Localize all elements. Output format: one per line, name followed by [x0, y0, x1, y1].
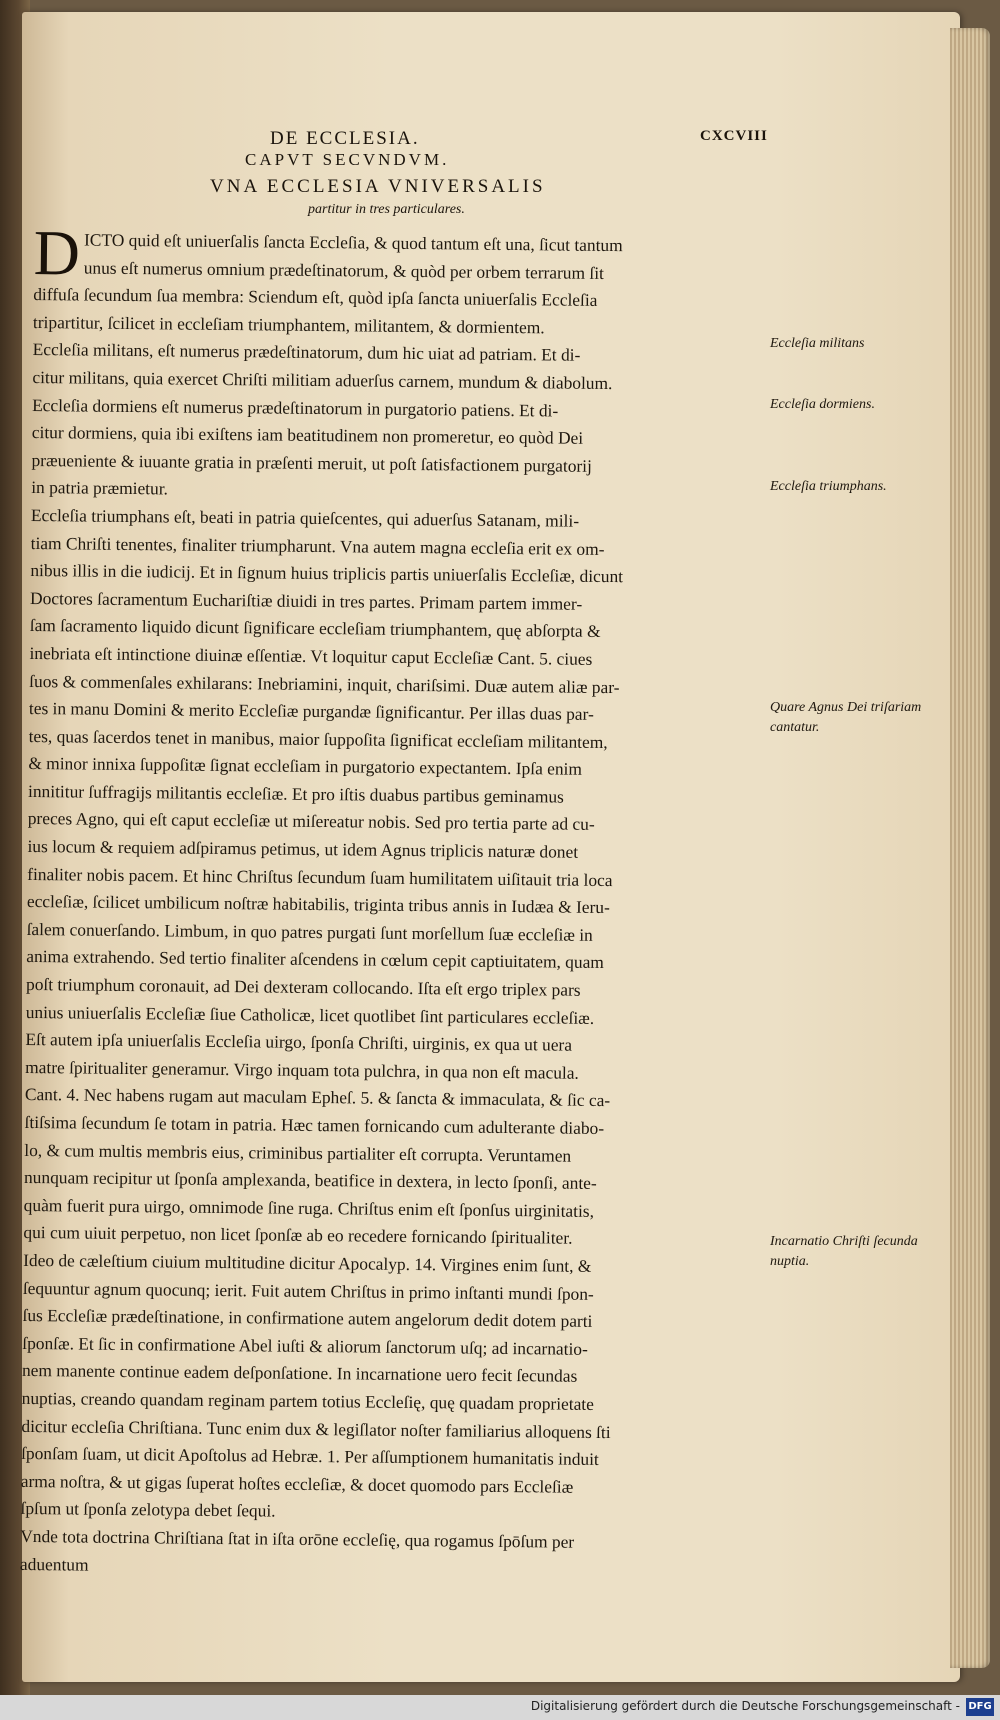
text-line: preces Agno, qui eſt caput eccleſiæ ut miſereatur nobis. Sed pro tertia parte ad cu- [27, 808, 595, 835]
text-line: arma noſtra, & ut gigas ſuperat hoſtes eccleſiæ, & docet quomodo pars Eccleſiæ [20, 1470, 574, 1497]
text-line: Doctores ſacramentum Euchariſtiæ diuidi in tres partes. Primam partem immer- [30, 587, 583, 614]
text-line: unus eſt numerus omnium prædeſtinatorum, & quòd per orbem terrarum ſit [83, 257, 605, 283]
text-line: ſequuntur agnum quocunq; ierit. Fuit autem Chriſtus in primo inſtanti mundi ſpon- [22, 1277, 594, 1304]
text-line: ſtiſsima ſecundum ſe totam in patria. Hæc tamen fornicando cum adulterante diabo- [24, 1111, 605, 1139]
text-line: anima extrahendo. Sed tertio finaliter aſcendens in cœlum cepit captiuitatem, quam [26, 946, 604, 973]
section-heading: VNA ECCLESIA VNIVERSALIS [210, 176, 546, 197]
text-line: nem manente continue eadem deſponſatione. In incarnatione uero fecit ſecundas [21, 1360, 578, 1387]
text-line: unius uniuerſalis Eccleſiæ ſiue Catholicæ, licet quotlibet ſint particulares eccleſiæ. [25, 1001, 595, 1028]
text-line: tes, quas ſacerdos tenet in manibus, maior ſuppoſita ſignificat eccleſiam militantem, [28, 725, 608, 752]
text-line: ſpſum ut ſponſa zelotypa debet ſequi. [20, 1498, 276, 1521]
text-line: Eccleſia militans, eſt numerus prædeſtinatorum, dum hic uiat ad patriam. Et di- [32, 339, 581, 366]
margin-note-triumphans: Eccleſia triumphans. [770, 479, 887, 494]
digitization-footer [0, 1695, 1000, 1720]
folio-number: CXCVIII [700, 128, 768, 144]
text-line: nuptias, creando quandam reginam partem totius Eccleſię, quę quadam proprietate [21, 1387, 595, 1414]
margin-note-dormiens: Eccleſia dormiens. [770, 397, 875, 412]
text-line: nibus illis in die iudicij. Et in ſignum huius triplicis partis uniuerſalis Eccleſiæ, dicunt [30, 560, 624, 587]
text-line: Eccleſia dormiens eſt numerus prædeſtinatorum in purgatorio patiens. Et di- [32, 394, 559, 421]
text-line: innititur ſuffragijs militantis eccleſiæ. Et pro iſtis duabus partibus geminamus [27, 780, 564, 807]
text-line: Vnde tota doctrina Chriſtiana ſtat in iſta orōne eccleſię, qua rogamus ſpōſum per [20, 1525, 575, 1552]
text-line: quàm fuerit pura uirgo, omnimode ſine ruga. Chriſtus enim eſt ſponſus uirginitatis, [23, 1194, 595, 1221]
text-line: lo, & cum multis membris eius, criminibus partialiter eſt corrupta. Veruntamen [24, 1139, 572, 1166]
page-edges [950, 28, 990, 1668]
margin-note-militans: Eccleſia militans [770, 336, 865, 351]
margin-note-incarnatio: Incarnatio Chriſti ſecunda nuptia. [770, 1234, 918, 1269]
text-line: eccleſiæ, ſcilicet umbilicum noſtræ habitabilis, triginta tribus annis in Iudæa & Ieru- [26, 891, 610, 918]
text-line: dicitur eccleſia Chriſtiana. Tunc enim dux & legiſlator noſter familiarius alloquens ſti [21, 1415, 611, 1442]
text-line: ICTO quid eſt uniuerſalis ſancta Eccleſia, & quod tantum eſt una, ſicut tantum [83, 229, 623, 256]
body-text [19, 217, 754, 1586]
margin-note-agnus: Quare Agnus Dei triſariam cantatur. [770, 700, 922, 735]
text-line: finaliter nobis pacem. Et hinc Chriſtus ſecundum ſuam humilitatem uiſitauit tria loca [27, 863, 613, 890]
text-line: tripartitur, ſcilicet in eccleſiam triumphantem, militantem, & dormientem. [32, 311, 545, 338]
text-line: ſponſam ſuam, ut dicit Apoſtolus ad Hebræ. 1. Per aſſumptionem humanitatis induit [21, 1443, 599, 1470]
text-line: qui cum uiuit perpetuo, non licet ſponſæ ab eo recedere fornicando ſpiritualiter. [23, 1222, 573, 1249]
text-line: Cant. 4. Nec habens rugam aut maculam Epheſ. 5. & ſancta & immaculata, & ſic ca- [24, 1084, 611, 1111]
text-line: nunquam recipitur ut ſponſa amplexanda, beatifice in dextera, in lecto ſponſi, ante- [23, 1167, 597, 1194]
text-line: citur militans, quia exercet Chriſti militiam aduerſus carnem, mundum & diabolum. [32, 366, 613, 394]
text-line: ius locum & requiem adſpiramus petimus, ut idem Agnus triplicis naturæ donet [27, 836, 579, 862]
text-line: tiam Chriſti tenentes, finaliter triumpharunt. Vna autem magna eccleſia erit ex om- [30, 532, 605, 559]
text-line: ſam ſacramento liquido dicunt ſignificare eccleſiam triumphantem, quę abſorpta & [29, 615, 601, 642]
running-head: DE ECCLESIA. [270, 128, 420, 149]
section-subheading: partitur in tres particulares. [308, 202, 465, 217]
text-line: ſus Eccleſiæ prædeſtinatione, in confirmatione autem angelorum dedit dotem parti [22, 1305, 593, 1332]
text-line: matre ſpiritualiter generamur. Virgo inquam tota pulchra, in qua non eſt macula. [25, 1056, 579, 1083]
text-line: aduentum [19, 1553, 89, 1575]
text-line: inebriata eſt intinctione diuinæ eſſentiæ. Vt loquitur caput Eccleſiæ Cant. 5. ciues [29, 642, 593, 669]
footer-credit: Digitalisierung gefördert durch die Deutsche Forschungsgemeinschaft - [530, 1699, 960, 1713]
text-line: in patria præmietur. [31, 477, 169, 499]
text-line: poſt triumphum coronauit, ad Dei dexteram collocando. Iſta eſt ergo triplex pars [25, 973, 581, 1000]
dfg-logo: DFG [966, 1698, 994, 1716]
text-line: ſponſæ. Et ſic in confirmatione Abel iuſti & aliorum ſanctorum uſq; ad incarnatio- [22, 1332, 588, 1359]
text-line: Ideo de cæleſtium ciuium multitudine dicitur Apocalyp. 14. Virgines enim ſunt, & [23, 1249, 592, 1276]
text-line: Eccleſia triumphans eſt, beati in patria quieſcentes, qui aduerſus Satanam, mili- [30, 504, 580, 531]
chapter-title: CAPVT SECVNDVM. [245, 150, 450, 169]
text-line: tes in manu Domini & merito Eccleſiæ purgandæ ſignificantur. Per illas duas par- [28, 698, 594, 724]
text-line: ſuos & commenſales exhilarans: Inebriamini, inquit, chariſsimi. Duæ autem aliæ par- [29, 670, 620, 697]
text-line: ſalem conuerſando. Limbum, in quo patres purgati ſunt morſellum ſuæ eccleſiæ in [26, 918, 593, 945]
text-line: Eſt autem ipſa uniuerſalis Eccleſia uirgo, ſponſa Chriſti, uirginis, ex qua ut uera [25, 1029, 573, 1055]
text-line: diffuſa ſecundum ſua membra: Sciendum eſt, quòd ipſa ſancta uniuerſalis Eccleſia [33, 284, 598, 311]
drop-cap: D [33, 217, 81, 289]
text-line: citur dormiens, quia ibi exiſtens iam beatitudinem non promeretur, eo quòd Dei [31, 422, 584, 448]
text-line: præueniente & iuuante gratia in præſenti meruit, ut poſt ſatisfactionem purgatorij [31, 449, 593, 476]
text-line: & minor innixa ſuppoſitæ ſignat eccleſiam in purgatorio expectantem. Ipſa enim [28, 753, 583, 780]
